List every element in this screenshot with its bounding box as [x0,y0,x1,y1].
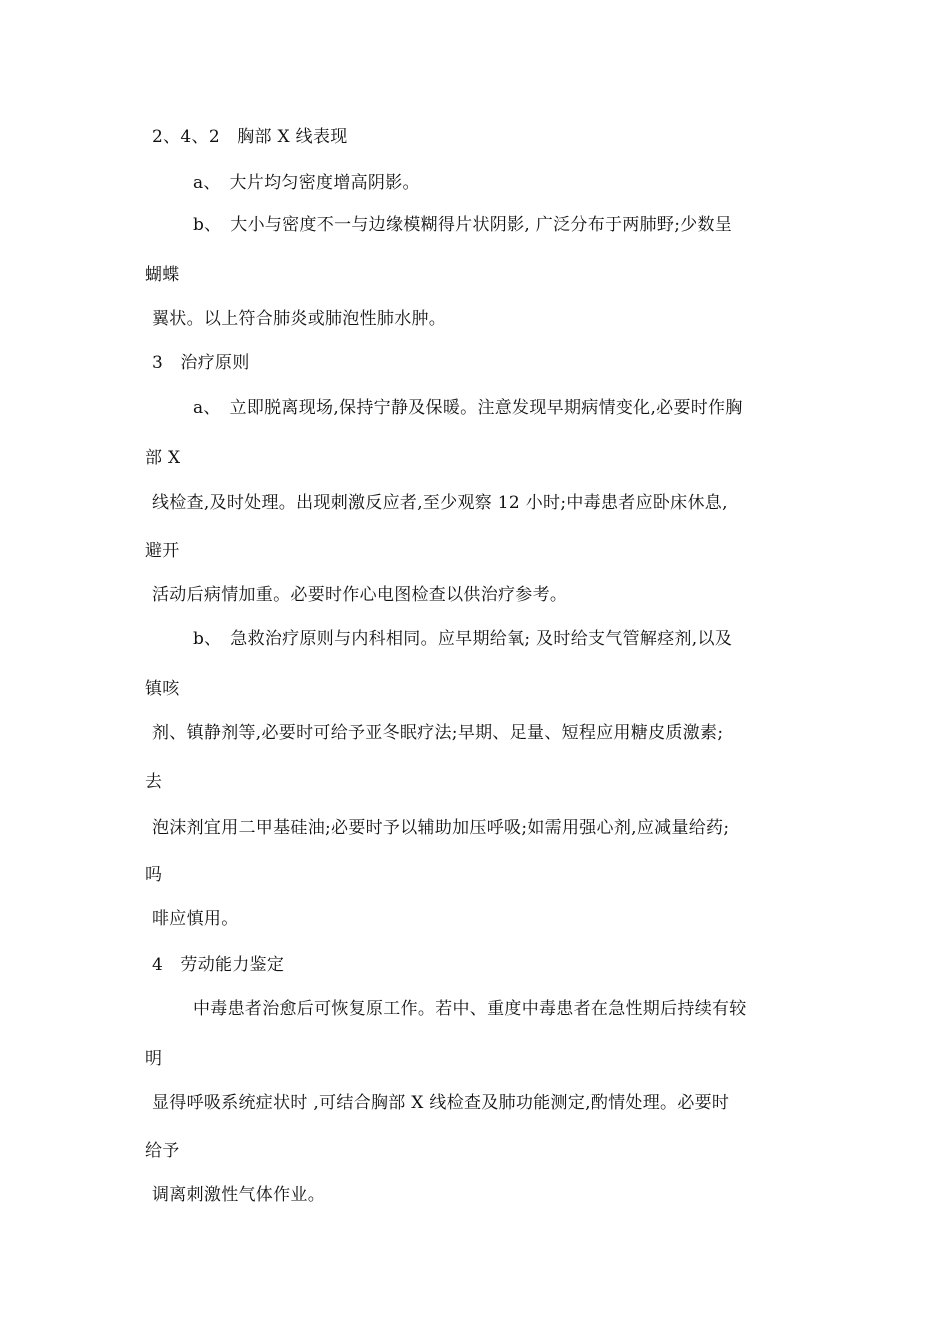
paragraph-line: 部 X [145,448,181,468]
paragraph-line: 泡沫剂宜用二甲基硅油;必要时予以辅助加压呼吸;如需用强心剂,应减量给药; [152,818,730,838]
paragraph-line: b、 急救治疗原则与内科相同。应早期给氧; 及时给支气管解痉剂,以及 [193,629,733,649]
paragraph-line: 调离刺激性气体作业。 [152,1185,325,1205]
paragraph-line: 线检查,及时处理。出现刺激反应者,至少观察 12 小时;中毒患者应卧床休息, [152,493,728,513]
section-heading-treatment: 3 治疗原则 [152,353,250,373]
paragraph-line: 中毒患者治愈后可恢复原工作。若中、重度中毒患者在急性期后持续有较 [193,999,747,1019]
paragraph-line: 去 [145,772,163,792]
section-heading-work-capacity: 4 劳动能力鉴定 [152,955,285,975]
paragraph-line: 给予 [145,1141,180,1161]
paragraph-line: 活动后病情加重。必要时作心电图检查以供治疗参考。 [152,585,568,605]
paragraph-line: 吗 [145,865,163,885]
paragraph-line: a、 立即脱离现场,保持宁静及保暖。注意发现早期病情变化,必要时作胸 [193,398,743,418]
paragraph-line: 镇咳 [145,679,180,699]
paragraph-line: 蝴蝶 [145,265,180,285]
paragraph-line: a、 大片均匀密度增高阴影。 [193,173,420,193]
paragraph-line: 翼状。以上符合肺炎或肺泡性肺水肿。 [152,309,447,329]
paragraph-line: 剂、镇静剂等,必要时可给予亚冬眠疗法;早期、足量、短程应用糖皮质激素; [152,723,724,743]
paragraph-line: 显得呼吸系统症状时 ,可结合胸部 X 线检查及肺功能测定,酌情处理。必要时 [152,1093,730,1113]
paragraph-line: 避开 [145,541,180,561]
paragraph-line: b、 大小与密度不一与边缘模糊得片状阴影, 广泛分布于两肺野;少数呈 [193,215,733,235]
paragraph-line: 啡应慎用。 [152,909,239,929]
paragraph-line: 明 [145,1049,163,1069]
section-heading-chest-xray: 2、4、2 胸部 X 线表现 [152,127,348,147]
